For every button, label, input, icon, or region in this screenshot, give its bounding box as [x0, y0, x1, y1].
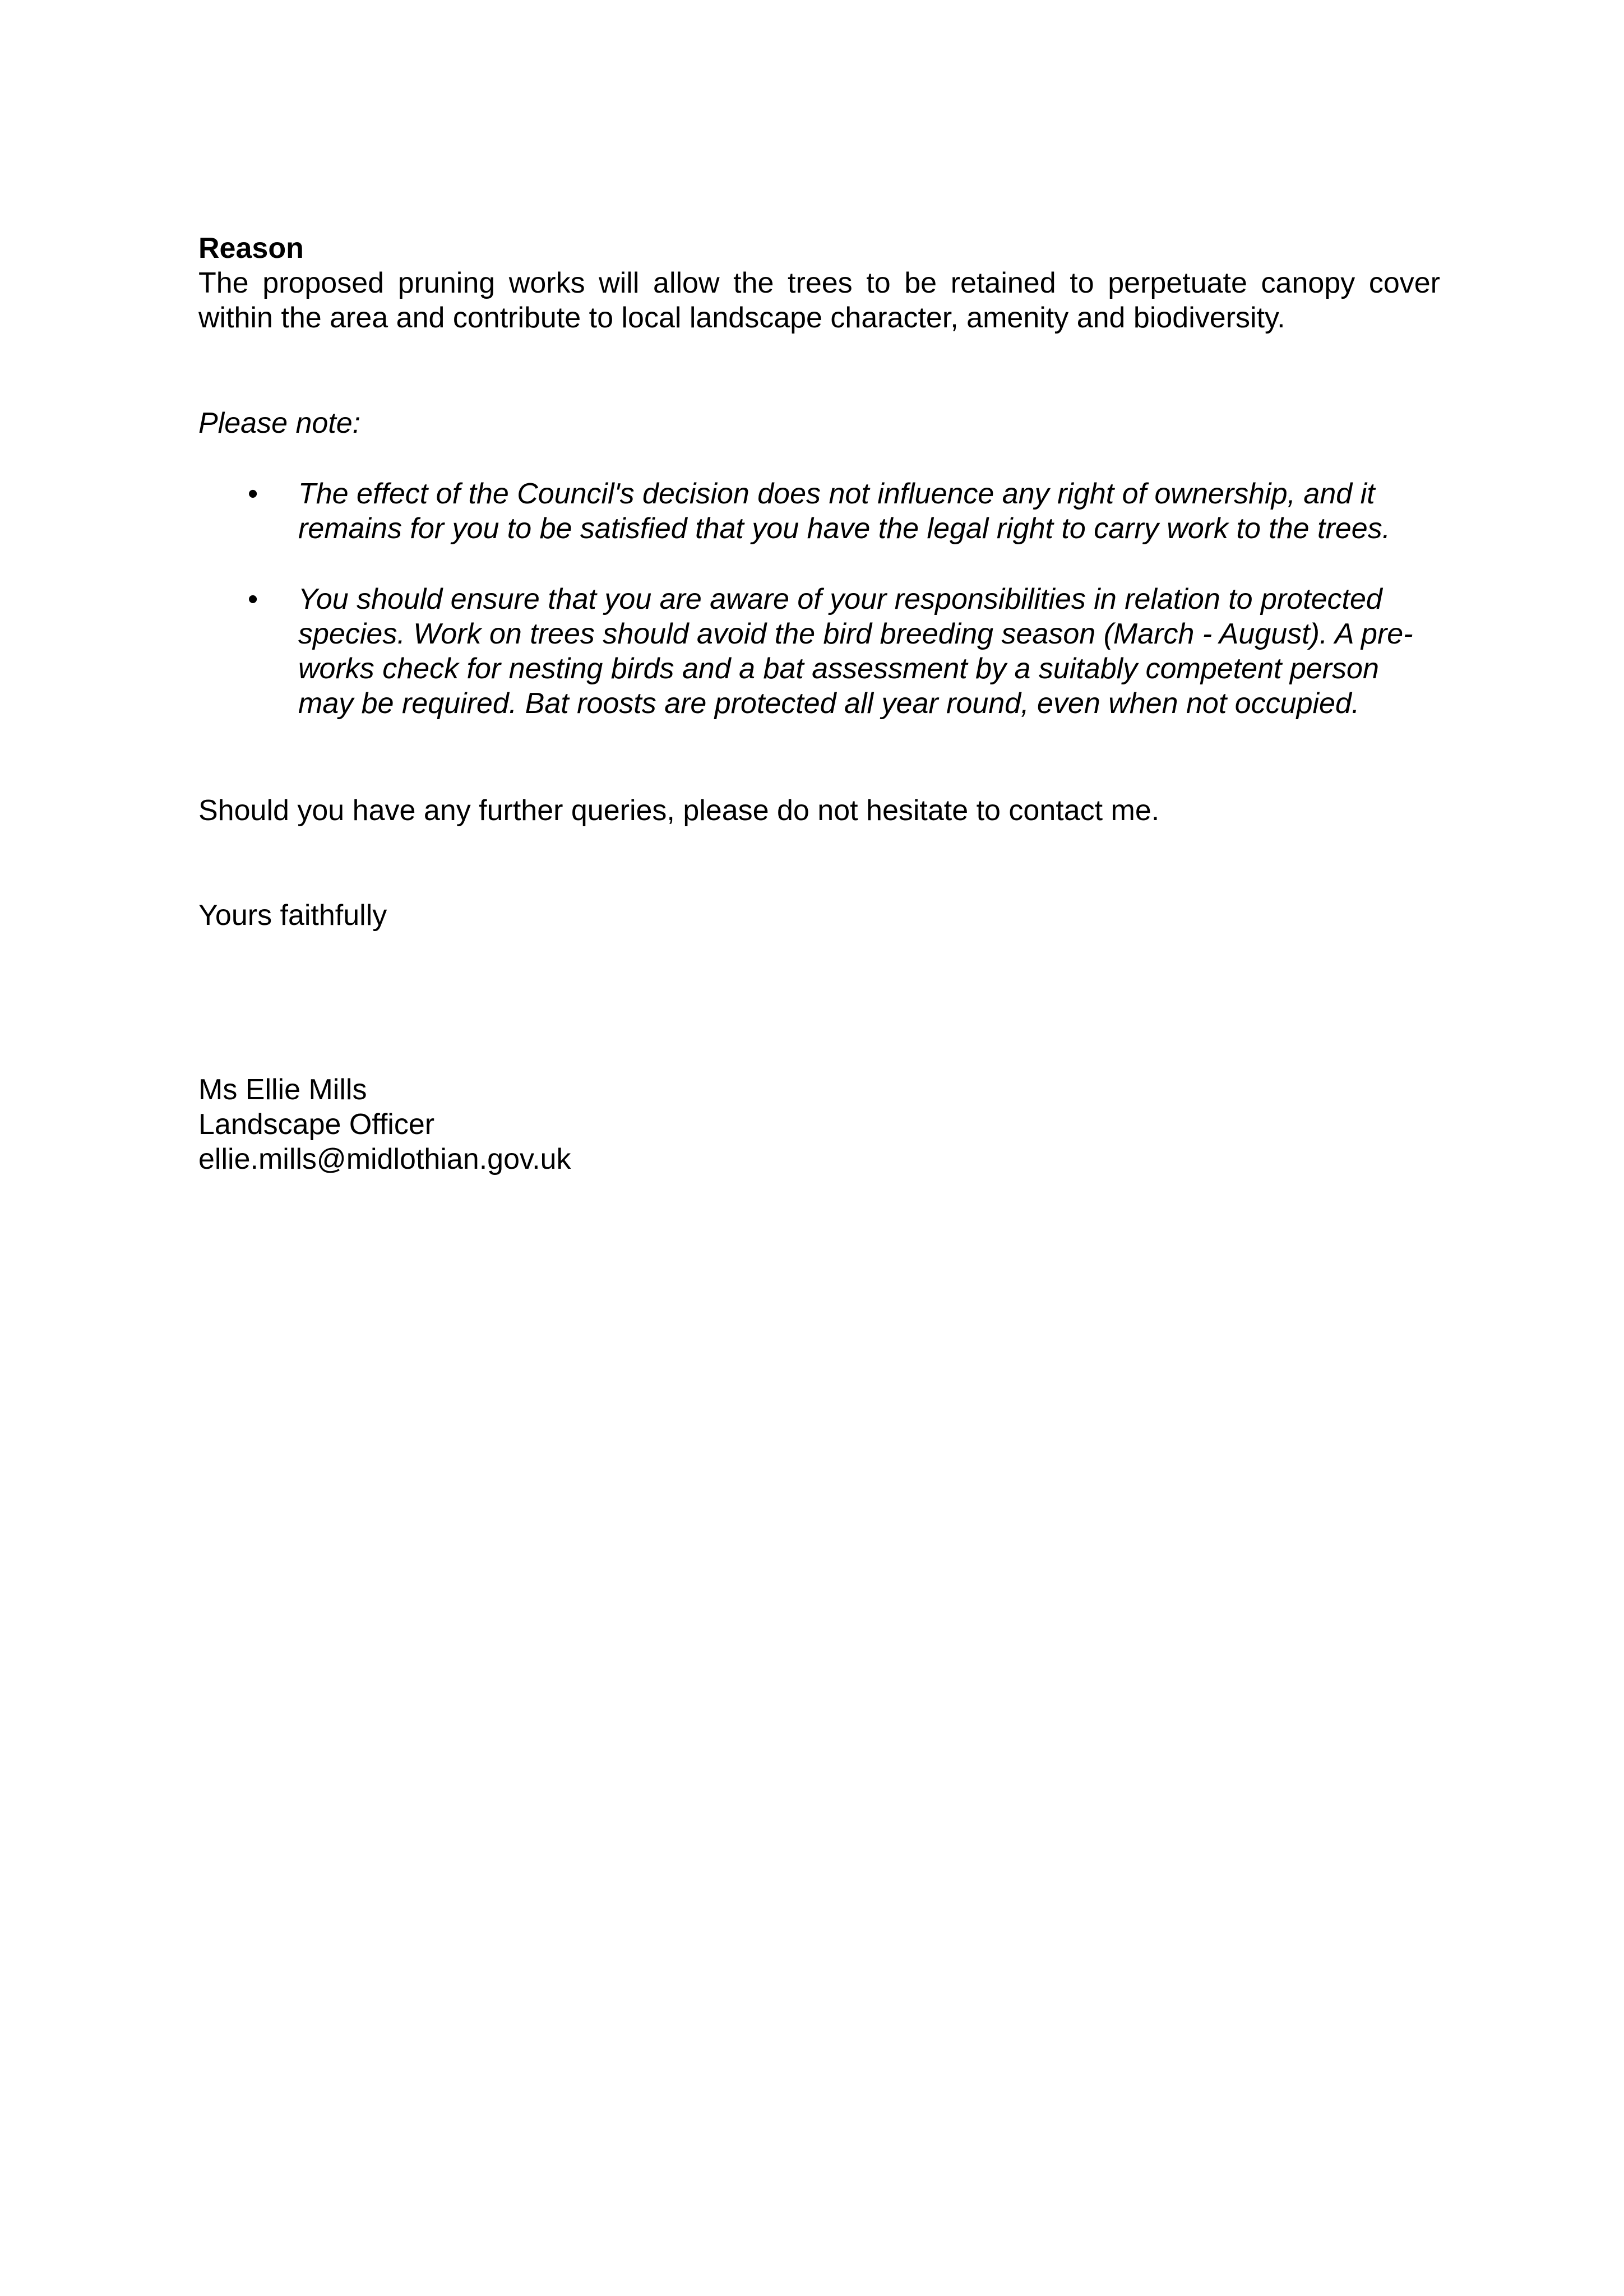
- please-note-heading: Please note:: [198, 407, 361, 439]
- queries-paragraph: Should you have any further queries, please do not hesitate to contact me.: [198, 794, 1160, 827]
- reason-body: The proposed pruning works will allow the trees to be retained to perpetuate canopy cover within the area and contribute to local landscape character, amenity and biodiversity.: [198, 267, 1440, 334]
- note-bullet-text: You should ensure that you are aware of your responsibilities in relation to protected species. Work on trees should avoid the bird breeding season (March - August). A pre-works check for nesting birds and a bat assessment by a suitably competent person may be required. Bat roosts are protected all year round, even when not occupied.: [298, 583, 1413, 720]
- signoff: Yours faithfully: [198, 899, 387, 932]
- note-bullet-protected-species: [198, 582, 1440, 721]
- signatory-name: Ms Ellie Mills: [198, 1073, 367, 1106]
- note-bullet-text: The effect of the Council's decision does not influence any right of ownership, and it remains for you to be satisfied that you have the legal right to carry work to the trees.: [298, 478, 1391, 545]
- reason-heading: Reason: [198, 232, 304, 265]
- bullet-icon: •: [248, 478, 258, 510]
- note-bullet-list-2: [198, 582, 1440, 721]
- signatory-title: Landscape Officer: [198, 1108, 435, 1141]
- note-bullet-ownership: [198, 476, 1440, 546]
- signatory-email: ellie.mills@midlothian.gov.uk: [198, 1143, 571, 1175]
- bullet-icon: •: [248, 583, 258, 615]
- note-bullet-list: [198, 476, 1440, 546]
